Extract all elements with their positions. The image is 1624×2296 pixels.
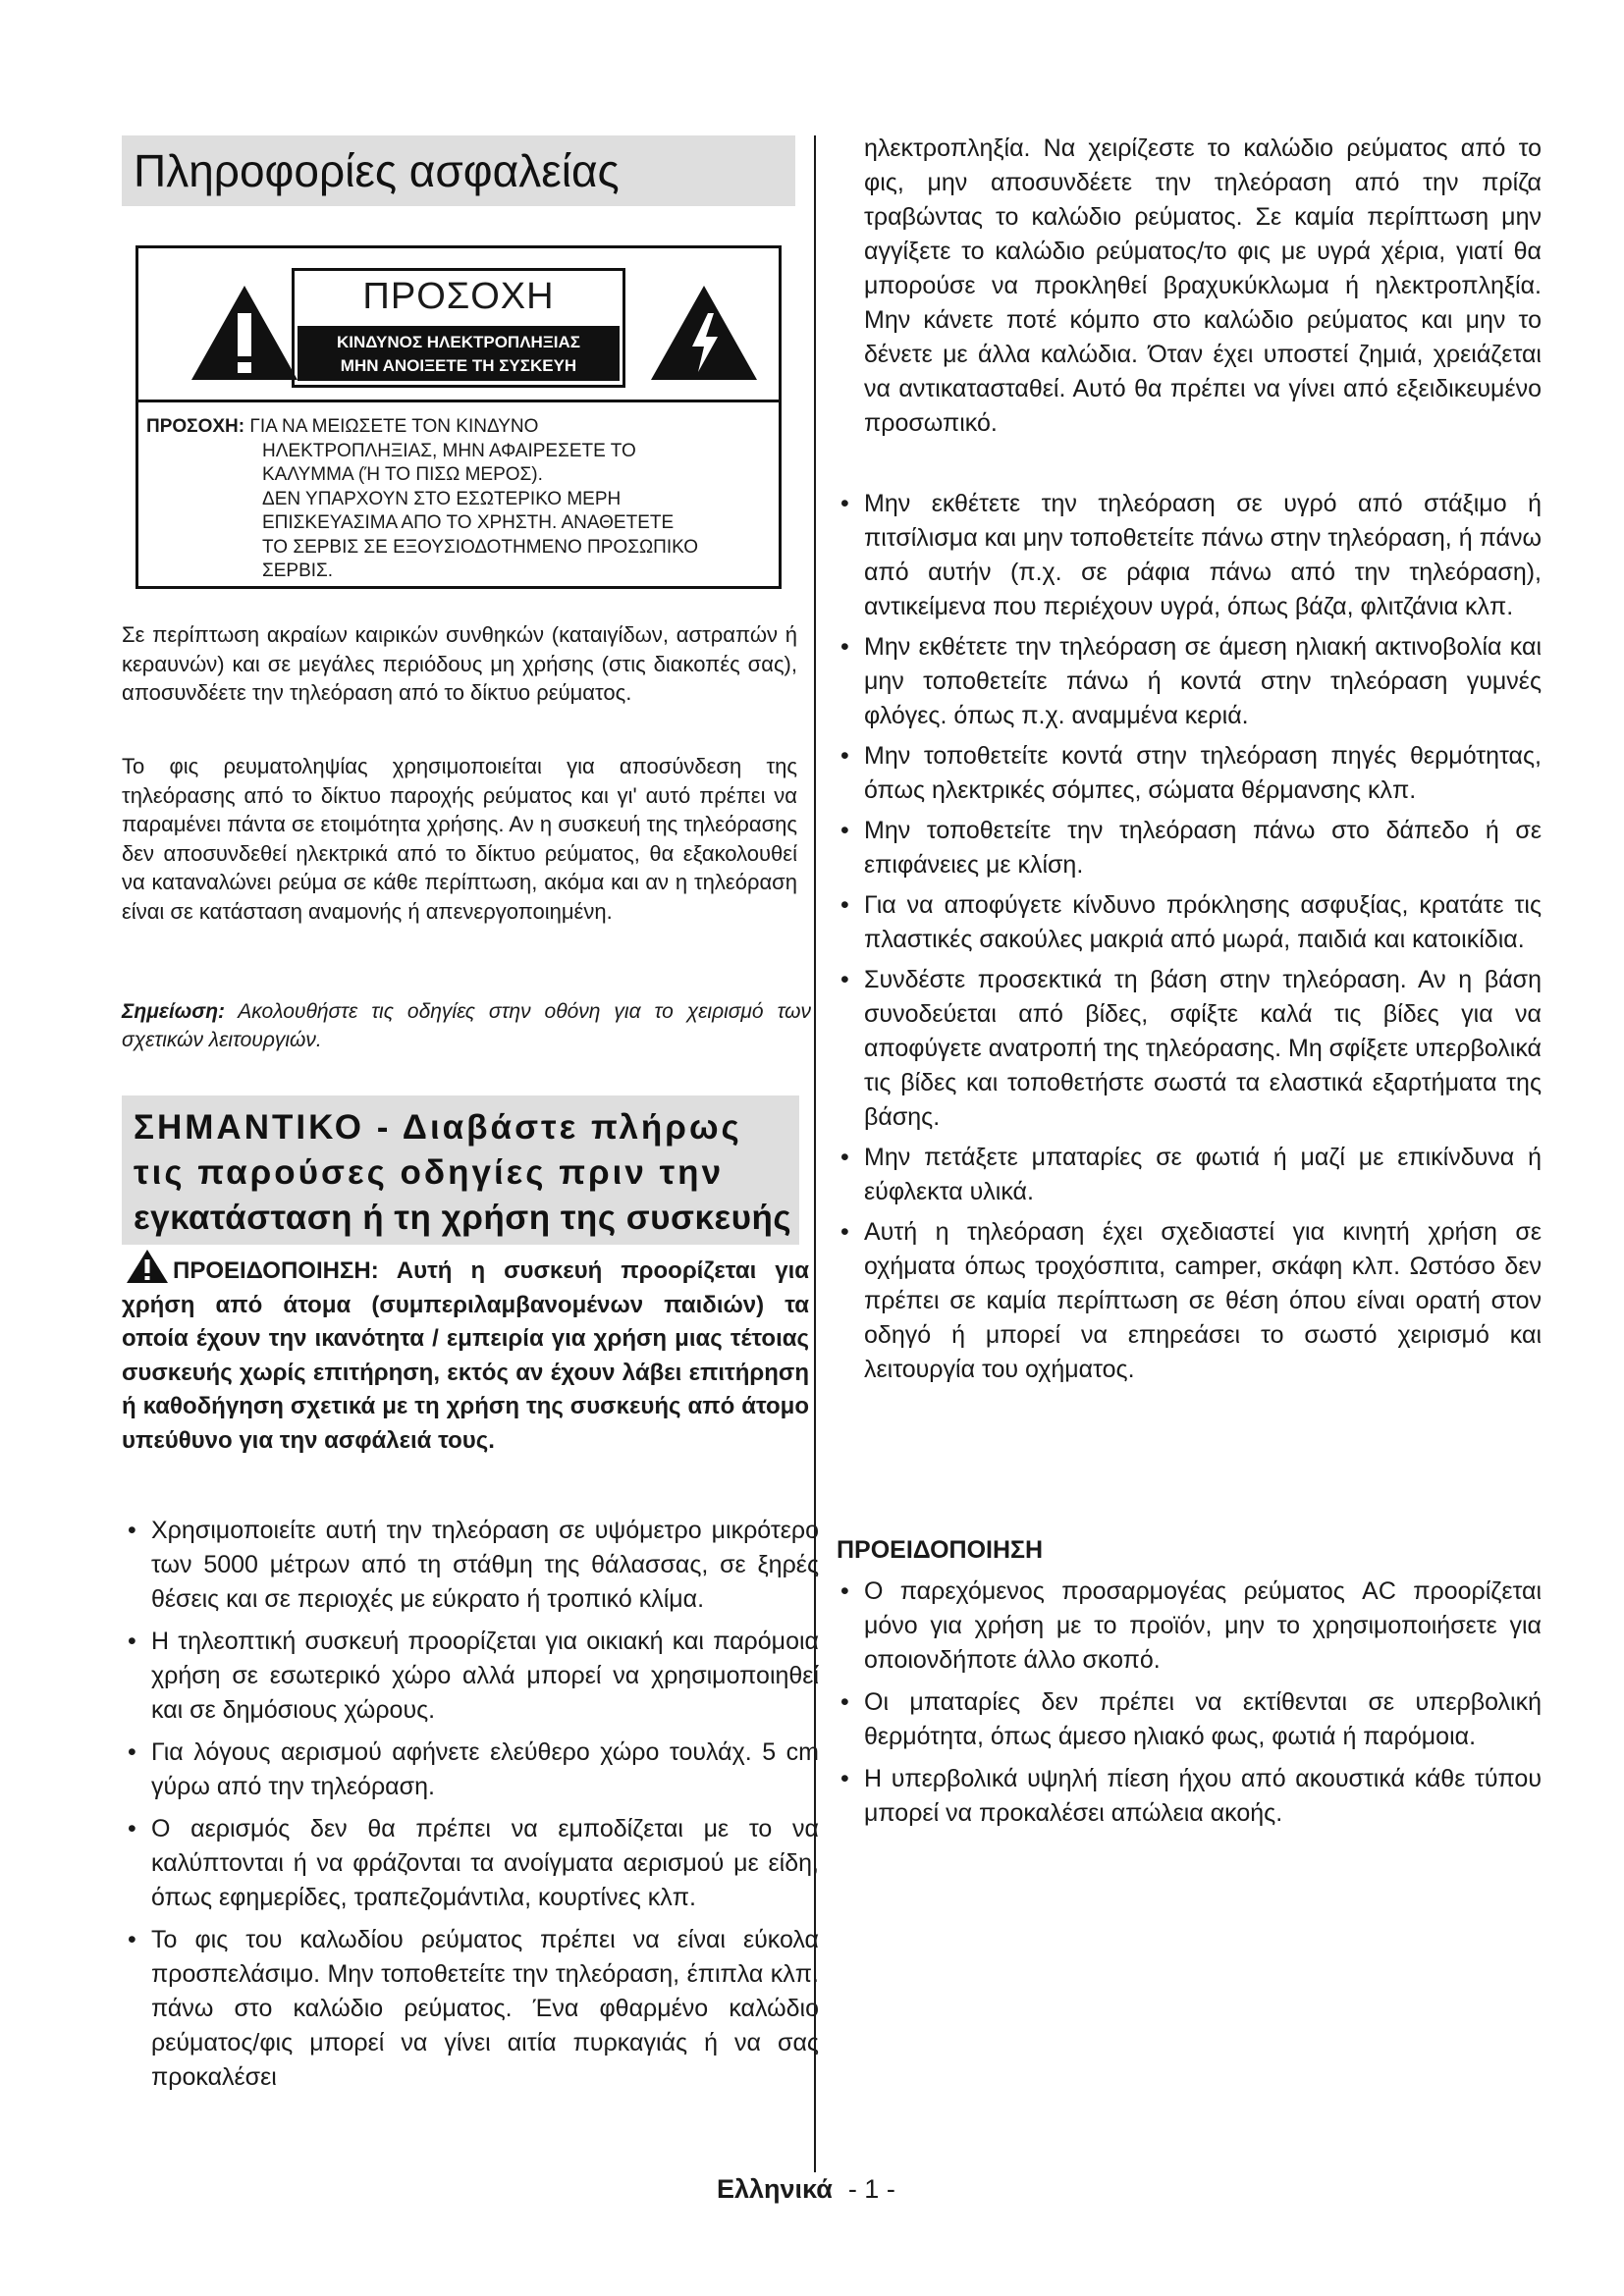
right-bullet-list-2 <box>835 1575 1542 1831</box>
paragraph-plug: Το φις ρευματοληψίας χρησιμοποιείται για αποσύνδεση της τηλεόρασης από το δίκτυο παροχής ρεύματος και γι' αυτό πρέπει να παραμένει πάντα σε ετοιμότητα χρήσης. Αν η συσκευή της τηλεόρασης δεν αποσυνδεθεί ηλεκτρικά από το δίκτυο ρεύματος, θα εξακολουθεί να καταναλώνει ρεύμα σε κάθε περίπτωση, ακόμα και αν η τηλεόραση είναι σε κατάσταση αναμονής ή απενεργοποιημένη. <box>122 754 797 924</box>
list-item: • Μην τοποθετείτε κοντά στην τηλεόραση πηγές θερμότητας, όπως ηλεκτρικές σόμπες, σώματα θέρμανσης κλπ. <box>835 739 1542 808</box>
important-line3: εγκατάσταση ή τη χρήση της συσκευής <box>134 1199 792 1237</box>
warning-paragraph <box>122 1249 809 1458</box>
note <box>122 997 811 1054</box>
warning-heading: ΠΡΟΕΙΔΟΠΟΙΗΣΗ <box>837 1536 1044 1564</box>
note-text: Ακολουθήστε τις οδηγίες στην οθόνη για το χειρισμό των σχετικών λειτουργιών. <box>122 1000 811 1051</box>
caution-bar-line1: ΚΙΝΔΥΝΟΣ ΗΛΕΚΤΡΟΠΛΗΞΙΑΣ <box>337 333 580 351</box>
caution-line: ΓΙΑ ΝΑ ΜΕΙΩΣΕΤΕ ΤΟΝ ΚΙΝΔΥΝΟ <box>249 416 539 437</box>
paragraph-storm: Σε περίπτωση ακραίων καιρικών συνθηκών (καταιγίδων, αστραπών ή κεραυνών) και σε μεγάλες περιόδους μη χρήσης (στις διακοπές σας), αποσυνδέετε την τηλεόραση από το δίκτυο ρεύματος. <box>122 622 797 705</box>
warning-triangle-icon <box>126 1249 169 1284</box>
page-title: Πληροφορίες ασφαλείας <box>134 145 620 196</box>
note-label: Σημείωση: <box>122 1000 226 1023</box>
right-bullet-list <box>835 487 1542 1387</box>
lightning-triangle-icon <box>649 284 759 382</box>
list-item: • Μην τοποθετείτε την τηλεόραση πάνω στο δάπεδο ή σε επιφάνειες με κλίση. <box>835 814 1542 882</box>
caution-box <box>135 245 782 589</box>
list-item: • Μην εκθέτετε την τηλεόραση σε άμεση ηλιακή ακτινοβολία και μην τοποθετείτε πάνω ή κοντά στην τηλεόραση γυμνές φλόγες. όπως π.χ. αναμμένα κεριά. <box>835 630 1542 733</box>
caution-line: ΚΑΛΥΜΜΑ (Ή ΤΟ ΠΙΣΩ ΜΕΡΟΣ). <box>262 464 543 485</box>
footer-language: Ελληνικά <box>717 2174 833 2204</box>
list-item: • Για να αποφύγετε κίνδυνο πρόκλησης ασφυξίας, κρατάτε τις πλαστικές σακούλες μακριά από μωρά, παιδιά και κατοικίδια. <box>835 888 1542 957</box>
important-line2: τις παρούσες οδηγίες πριν την <box>134 1153 725 1192</box>
list-item: • Χρησιμοποιείτε αυτή την τηλεόραση σε υψόμετρο μικρότερο των 5000 μέτρων από τη στάθμη της θάλασσας, σε ξηρές θέσεις και σε περιοχές με εύκρατο ή τροπικό κλίμα. <box>122 1514 819 1617</box>
list-item: • Ο αερισμός δεν θα πρέπει να εμποδίζεται με το να καλύπτονται ή να φράζονται τα ανοίγματα αερισμού με είδη, όπως εφημερίδες, τραπεζομάντιλα, κουρτίνες κλπ. <box>122 1812 819 1915</box>
caution-lead: ΠΡΟΣΟΧΗ: <box>146 416 245 437</box>
right-continuation: ηλεκτροπληξία. Να χειρίζεστε το καλώδιο ρεύματος από το φις, μην αποσυνδέετε την τηλεόραση από την πρίζα τραβώντας το καλώδιο ρεύματος. Σε καμία περίπτωση μην αγγίξετε το καλώδιο ρεύματος/το φις με υγρά χέρια, γιατί θα μπορούσε να προκληθεί βραχυκύκλωμα ή ηλεκτροπληξία. Μην κάνετε ποτέ κόμπο στο καλώδιο ρεύματος και μην το δένετε με άλλα καλώδια. Όταν έχει υποστεί ζημιά, χρειάζεται να αντικατασταθεί. Αυτό θα πρέπει να γίνει από εξειδικευμένο προσωπικό. <box>864 134 1542 437</box>
caution-separator <box>138 400 779 402</box>
caution-line: ΗΛΕΚΤΡΟΠΛΗΞΙΑΣ, ΜΗΝ ΑΦΑΙΡΕΣΕΤΕ ΤΟ <box>262 440 636 461</box>
list-item: • Η υπερβολικά υψηλή πίεση ήχου από ακουστικά κάθε τύπου μπορεί να προκαλέσει απώλεια ακοής. <box>835 1762 1542 1831</box>
caution-word: ΠΡΟΣΟΧΗ <box>362 276 555 317</box>
caution-bar <box>298 326 620 381</box>
list-item: • Ο παρεχόμενος προσαρμογέας ρεύματος AC προορίζεται μόνο για χρήση με το προϊόν, μην το χρησιμοποιήσετε για οποιονδήποτε άλλο σκοπό. <box>835 1575 1542 1678</box>
list-item: • Μην εκθέτετε την τηλεόραση σε υγρό από στάξιμο ή πιτσίλισμα και μην τοποθετείτε πάνω στην τηλεόραση, ή πάνω από αυτήν (π.χ. σε ράφια πάνω από την τηλεόραση), αντικείμενα που περιέχουν υγρά, όπως βάζα, φλιτζάνια κλπ. <box>835 487 1542 624</box>
important-line1: ΣΗΜΑΝΤΙΚΟ - Διαβάστε πλήρως <box>134 1108 742 1147</box>
list-item: • Αυτή η τηλεόραση έχει σχεδιαστεί για κινητή χρήση σε οχήματα όπως τροχόσπιτα, camper, σκάφη κλπ. Ωστόσο δεν πρέπει σε καμία περίπτωση σε θέση όπου είναι ορατή στον οδηγό ή μπορεί να επηρεάσει το σωστό χειρισμό και λειτουργία του οχήματος. <box>835 1215 1542 1387</box>
exclamation-triangle-icon <box>189 284 299 382</box>
caution-text <box>146 415 765 584</box>
list-item: • Για λόγους αερισμού αφήνετε ελεύθερο χώρο τουλάχ. 5 cm γύρω από την τηλεόραση. <box>122 1735 819 1804</box>
left-bullet-list <box>122 1514 819 2095</box>
list-item: • Μην πετάξετε μπαταρίες σε φωτιά ή μαζί με επικίνδυνα ή εύφλεκτα υλικά. <box>835 1141 1542 1209</box>
list-item: • Το φις του καλωδίου ρεύματος πρέπει να είναι εύκολα προσπελάσιμο. Μην τοποθετείτε την τηλεόραση, έπιπλα κλπ. πάνω στο καλώδιο ρεύματος. Ένα φθαρμένο καλώδιο ρεύματος/φις μπορεί να γίνει αιτία πυρκαγιάς ή να σας προκαλέσει <box>122 1923 819 2095</box>
list-item: • Συνδέστε προσεκτικά τη βάση στην τηλεόραση. Αν η βάση συνοδεύεται από βίδες, σφίξτε καλά τις βίδες για να αποφύγετε ανατροπή της τηλεόρασης. Μη σφίξετε υπερβολικά τις βίδες και τοποθετήστε σωστά τα ελαστικά εξαρτήματα της βάσης. <box>835 963 1542 1135</box>
list-item: • Η τηλεοπτική συσκευή προορίζεται για οικιακή και παρόμοια χρήση σε εσωτερικό χώρο αλλά μπορεί να χρησιμοποιηθεί και σε δημόσιους χώρους. <box>122 1625 819 1728</box>
caution-line: ΔΕΝ ΥΠΑΡΧΟΥΝ ΣΤΟ ΕΣΩΤΕΡΙΚΟ ΜΕΡΗ <box>262 488 622 509</box>
list-item: • Οι μπαταρίες δεν πρέπει να εκτίθενται σε υπερβολική θερμότητα, όπως άμεσο ηλιακό φως, φωτιά ή παρόμοια. <box>835 1685 1542 1754</box>
caution-bar-line2: ΜΗΝ ΑΝΟΙΞΕΤΕ ΤΗ ΣΥΣΚΕΥΗ <box>340 356 577 375</box>
page-number: - 1 - <box>847 2174 895 2204</box>
page-footer <box>717 2171 895 2207</box>
warning-text: ΠΡΟΕΙΔΟΠΟΙΗΣΗ: Αυτή η συσκευή προορίζεται για χρήση από άτομα (συμπεριλαμβανομένων παιδιών) τα οποία έχουν την ικανότητα / εμπειρία για χρήση μιας τέτοιας συσκευής χωρίς επιτήρηση, εκτός αν έχουν λάβει επιτήρηση ή καθοδήγηση σχετικά με τη χρήση της συσκευής από άτομο υπεύθυνο για την ασφάλειά τους. <box>122 1257 809 1454</box>
caution-line: ΤΟ ΣΕΡΒΙΣ ΣΕ ΕΞΟΥΣΙΟΔΟΤΗΜΕΝΟ ΠΡΟΣΩΠΙΚΟ <box>262 536 699 558</box>
important-heading <box>134 1105 801 1241</box>
caution-line: ΕΠΙΣΚΕΥΑΣΙΜΑ ΑΠΟ ΤΟ ΧΡΗΣΤΗ. ΑΝΑΘΕΤΕΤΕ <box>262 512 675 533</box>
caution-label-frame <box>292 268 625 388</box>
caution-line: ΣΕΡΒΙΣ. <box>262 561 334 581</box>
